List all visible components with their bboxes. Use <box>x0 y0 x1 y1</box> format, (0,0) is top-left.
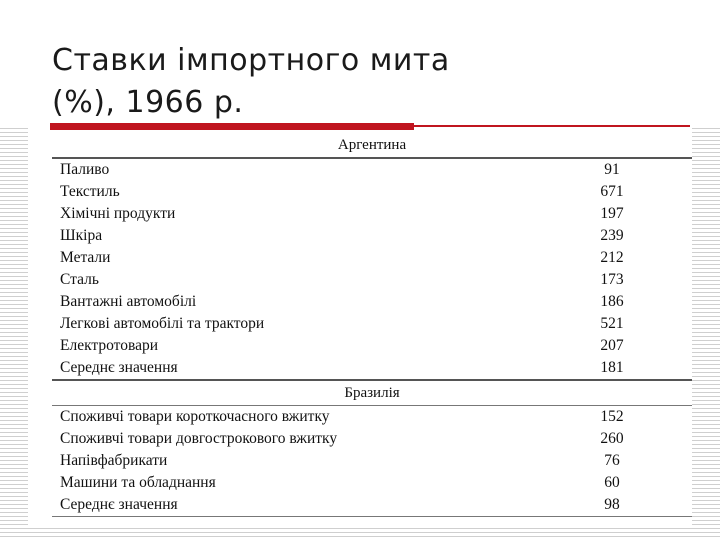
row-label: Шкіра <box>60 227 103 244</box>
decorative-stripe-left <box>0 128 28 540</box>
row-value: 207 <box>600 337 624 354</box>
title-accent-rule <box>50 123 414 130</box>
tariff-table <box>52 133 692 515</box>
slide-title-line-1: Ставки імпортного мита <box>52 43 450 78</box>
row-label: Легкові автомобілі та трактори <box>60 315 265 332</box>
row-label: Споживчі товари довгострокового вжитку <box>60 430 338 447</box>
table-row <box>52 225 692 247</box>
table-row <box>52 450 692 472</box>
table-row <box>52 291 692 313</box>
row-value: 152 <box>600 408 624 425</box>
row-label: Середнє значення <box>60 359 178 376</box>
table-row <box>52 494 692 516</box>
row-value: 181 <box>600 359 624 376</box>
row-value: 91 <box>604 161 620 178</box>
row-label: Паливо <box>60 161 110 178</box>
section-header-brazil: Бразилія <box>344 385 400 401</box>
row-value: 76 <box>604 452 620 469</box>
table-row <box>52 181 692 203</box>
row-label: Напівфабрикати <box>60 452 168 469</box>
row-label: Вантажні автомобілі <box>60 293 197 310</box>
row-value: 521 <box>600 315 624 332</box>
row-label: Електротовари <box>60 337 159 354</box>
row-value: 98 <box>604 496 620 513</box>
row-label: Хімічні продукти <box>60 205 176 222</box>
row-value: 239 <box>600 227 624 244</box>
table-divider <box>52 516 692 517</box>
table-row <box>52 428 692 450</box>
slide-title-line-2: (%), 1966 р. <box>52 85 244 120</box>
section-header-argentina: Аргентина <box>337 137 407 153</box>
row-label: Споживчі товари короткочасного вжитку <box>60 408 330 425</box>
row-value: 212 <box>600 249 624 266</box>
table-row <box>52 357 692 379</box>
row-label: Метали <box>60 249 111 266</box>
row-value: 260 <box>600 430 624 447</box>
row-value: 197 <box>600 205 624 222</box>
table-row <box>52 247 692 269</box>
row-label: Середнє значення <box>60 496 178 513</box>
decorative-stripe-bottom <box>0 528 720 540</box>
table-row <box>52 313 692 335</box>
row-value: 60 <box>604 474 620 491</box>
table-row <box>52 406 692 428</box>
table-row <box>52 159 692 181</box>
table-row <box>52 203 692 225</box>
row-label: Машини та обладнання <box>60 474 216 491</box>
decorative-stripe-right <box>692 128 720 540</box>
row-value: 173 <box>600 271 624 288</box>
row-label: Сталь <box>60 271 99 288</box>
table-row <box>52 472 692 494</box>
row-value: 186 <box>600 293 624 310</box>
title-accent-rule-thin <box>414 125 690 127</box>
row-value: 671 <box>600 183 624 200</box>
row-label: Текстиль <box>60 183 120 200</box>
slide-title <box>52 40 612 124</box>
table-row <box>52 269 692 291</box>
table-row <box>52 335 692 357</box>
